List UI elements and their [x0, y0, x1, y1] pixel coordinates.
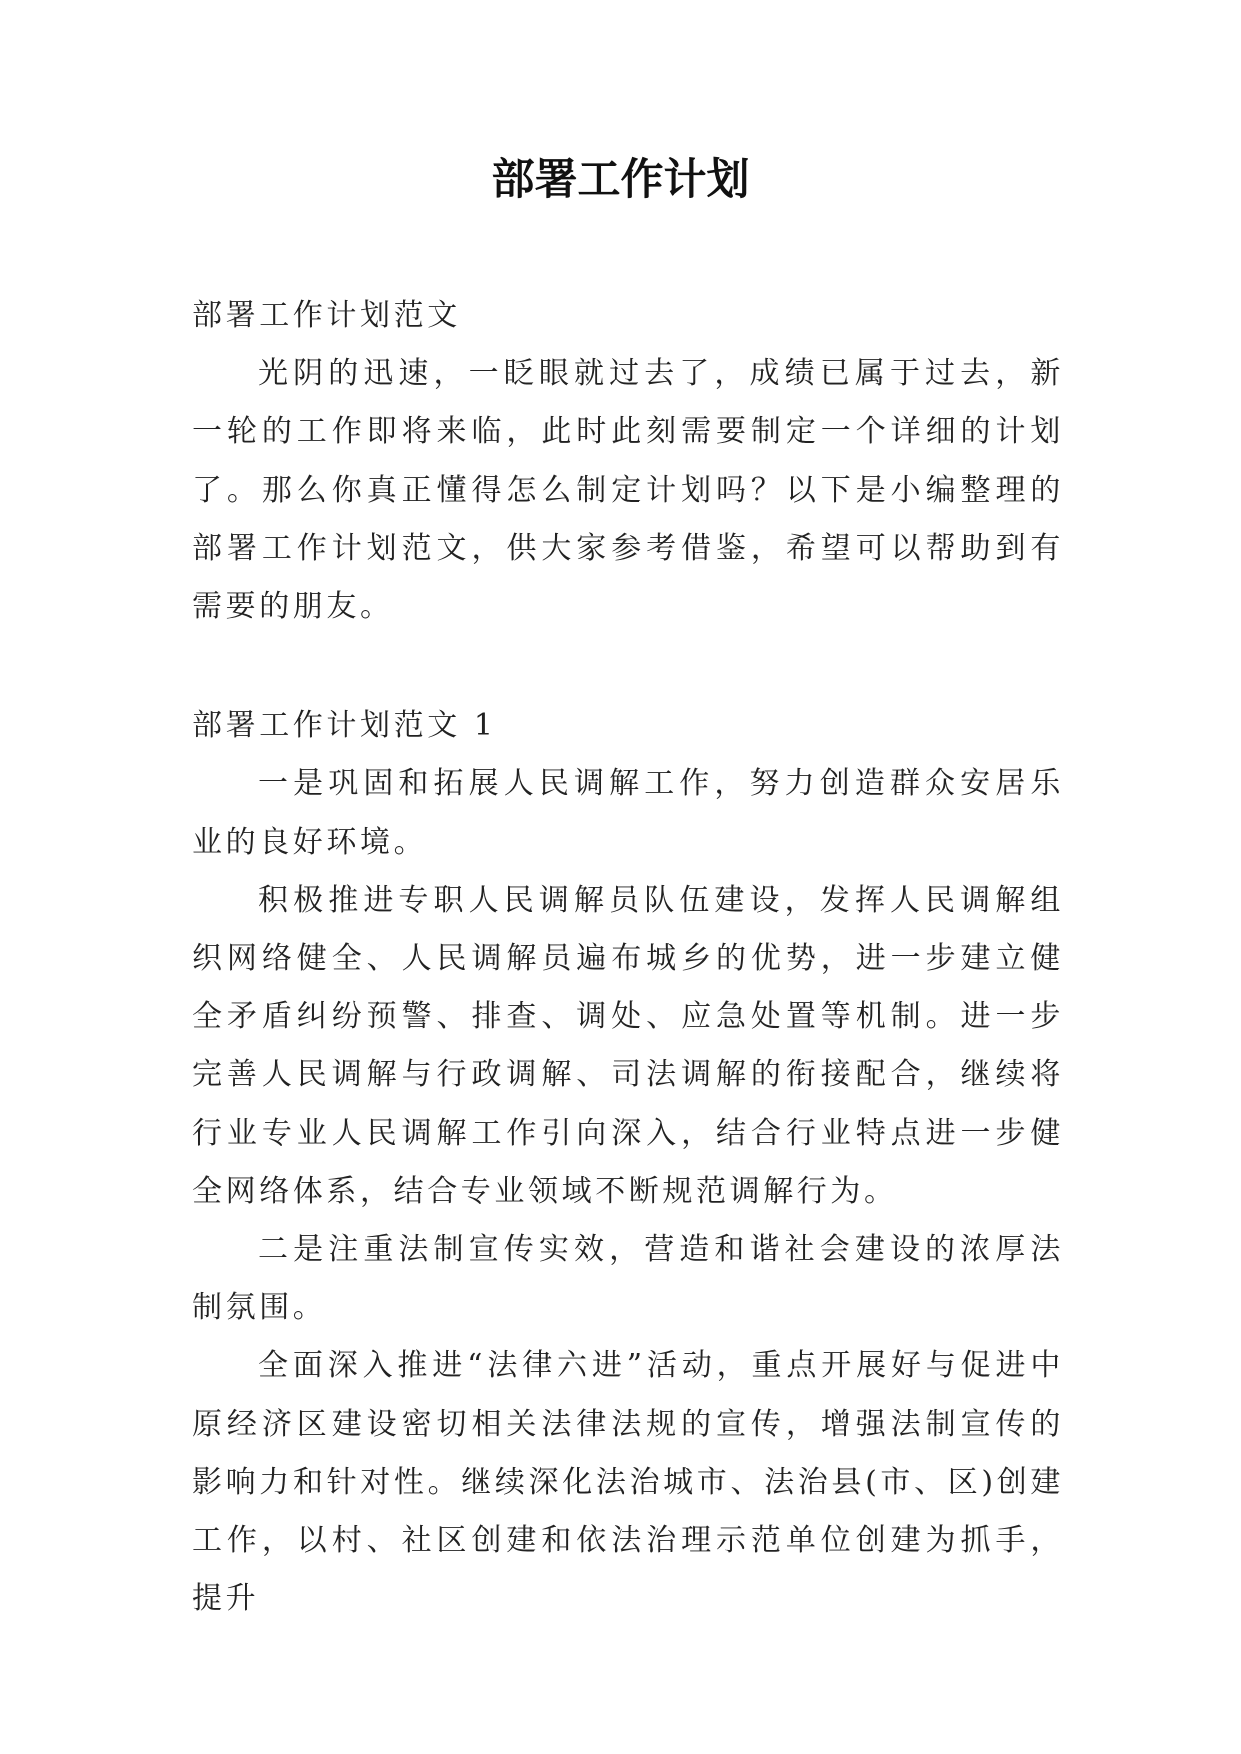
body-paragraph: 一是巩固和拓展人民调解工作，努力创造群众安居乐业的良好环境。 — [192, 766, 1064, 860]
body-paragraph: 二是注重法制宣传实效，营造和谐社会建设的浓厚法制氛围。 — [192, 1232, 1064, 1326]
section-heading: 部署工作计划范文 — [192, 298, 461, 333]
document-body — [192, 287, 1064, 1628]
body-paragraph: 全面深入推进“法律六进”活动，重点开展好与促进中原经济区建设密切相关法律法规的宣传，增强法制宣传的影响力和针对性。继续深化法治城市、法治县(市、区)创建工作，以村、社区创建和依法治理示范单位创建为抓手，提升 — [192, 1348, 1064, 1617]
section-heading: 部署工作计划范文 1 — [192, 708, 497, 744]
document-title: 部署工作计划 — [491, 155, 750, 205]
body-paragraph: 积极推进专职人民调解员队伍建设，发挥人民调解组织网络健全、人民调解员遍布城乡的优势，进一步建立健全矛盾纠纷预警、排查、调处、应急处置等机制。进一步完善人民调解与行政调解、司法调解的衔接配合，继续将行业专业人民调解工作引向深入，结合行业特点进一步健全网络体系，结合专业领域不断规范调解行为。 — [192, 882, 1064, 1209]
intro-paragraph: 光阴的迅速，一眨眼就过去了，成绩已属于过去，新一轮的工作即将来临，此时此刻需要制定一个详细的计划了。那么你真正懂得怎么制定计划吗？以下是小编整理的部署工作计划范文，供大家参考借鉴，希望可以帮助到有需要的朋友。 — [192, 356, 1064, 625]
